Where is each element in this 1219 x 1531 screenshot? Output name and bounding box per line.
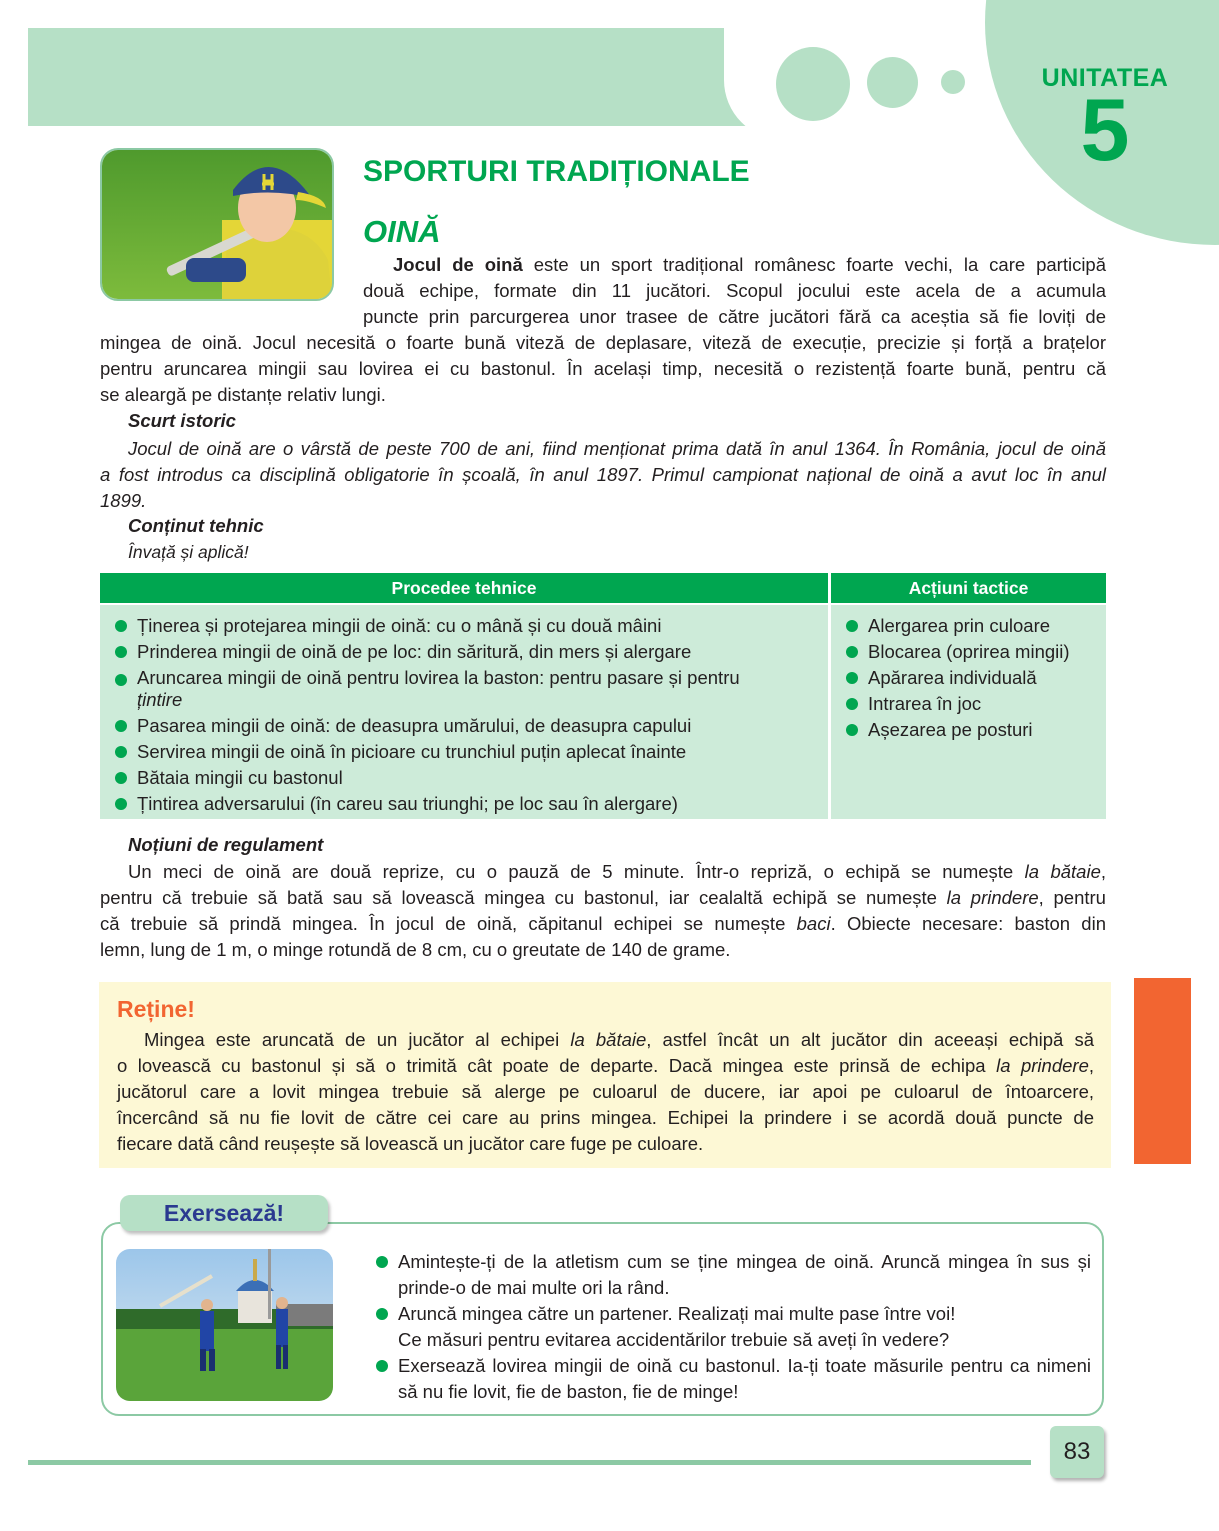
list-item: Intrarea în joc <box>841 691 1103 717</box>
list-item: Aruncarea mingii de oină pentru lovirea la baston: pentru pasare și pentru țintire <box>110 667 822 711</box>
list-item: Ținerea și protejarea mingii de oină: cu o mână și cu două mâini <box>110 613 822 639</box>
photo-oina-match <box>116 1249 333 1401</box>
exerseaza-label: Exersează! <box>120 1195 328 1231</box>
list-item: Bătaia mingii cu bastonul <box>110 765 822 791</box>
regulament-heading: Noțiuni de regulament <box>128 834 324 855</box>
retine-line-3: jucătorul care a lovit mingea trebuie să alerge pe culoarul de ducere, iar apoi pe culoarul de întoarcere, <box>117 1081 1094 1102</box>
list-item: Apărarea individuală <box>841 665 1103 691</box>
list-item: Așezarea pe posturi <box>841 717 1103 743</box>
orange-side-tab <box>1134 978 1191 1164</box>
page-number: 83 <box>1050 1426 1104 1478</box>
retine-line-1: Mingea este aruncată de un jucător al echipei la bătaie, astfel încât un alt jucător din aceeași echipă să <box>144 1029 1095 1050</box>
list-item: Țintirea adversarului (în careu sau triunghi; pe loc sau în alergare) <box>110 791 822 817</box>
decor-circle-large <box>776 47 850 121</box>
retine-title: Reține! <box>117 996 195 1022</box>
reg-line-2: pentru că trebuie să bată sau să lovească mingea cu bastonul, iar cealaltă echipă se numește la prindere, pentru <box>100 887 1106 908</box>
footer-rule <box>28 1460 1031 1465</box>
retine-paragraph <box>117 1027 1094 1157</box>
decor-circle-medium <box>867 57 918 108</box>
intro-line-2: două echipe, formate din 11 jucători. Scopul jocului este acela de a acumula <box>363 280 1106 301</box>
istoric-line-1: Jocul de oină are o vârstă de peste 700 de ani, fiind menționat prima dată în anul 1364. În România, jocul de oină <box>128 438 1106 459</box>
intro-line-4: mingea de oină. Jocul necesită o foarte bună viteză de deplasare, viteză de execuție, precizie și forță a brațelor <box>100 332 1106 353</box>
list-item: Aruncă mingea către un partener. Realizați mai multe pase între voi! Ce măsuri pentru evitarea accidentărilor trebuie să aveți în vedere? <box>371 1301 1091 1353</box>
section-title: OINĂ <box>363 214 441 249</box>
list-item: Exersează lovirea mingii de oină cu bastonul. Ia-ți toate măsurile pentru ca nimeni să nu fie lovit, fie de baston, fie de minge! <box>371 1353 1091 1405</box>
table-cell-actiuni <box>831 605 1106 819</box>
page-title: SPORTURI TRADIȚIONALE <box>363 155 750 188</box>
reg-line-4: lemn, lung de 1 m, o minge rotundă de 8 cm, cu o greutate de 140 de grame. <box>100 939 731 960</box>
table-cell-procedee <box>100 605 828 819</box>
table-header-actiuni: Acțiuni tactice <box>831 573 1106 603</box>
list-item: Alergarea prin culoare <box>841 613 1103 639</box>
reg-line-3: că trebuie să prindă mingea. În jocul de oină, căpitanul echipei se numește baci. Obiecte necesare: baston din <box>100 913 1106 934</box>
reg-line-1: Un meci de oină are două reprize, cu o pauză de 5 minute. Într-o repriză, o echipă se numește la bătaie, <box>128 861 1106 882</box>
intro-lead-bold: Jocul de oină <box>393 254 523 275</box>
list-item: Pasarea mingii de oină: de deasupra umărului, de deasupra capului <box>110 713 822 739</box>
procedee-list <box>110 613 822 817</box>
header-band <box>28 28 788 126</box>
retine-line-4: încercând să nu fie lovit de către cei care au prins mingea. Echipei la prindere i se acordă două puncte de <box>117 1107 1094 1128</box>
unit-number: 5 <box>1080 80 1130 179</box>
intro-line-3: puncte prin parcurgerea unor trasee de către jucători fără ca aceștia să fie loviți de <box>363 306 1106 327</box>
istoric-line-2: a fost introdus ca disciplină obligatorie în școală, în anul 1897. Primul campionat național de oină a avut loc în anul <box>100 464 1106 485</box>
intro-line-1: Jocul de oină este un sport tradițional românesc foarte vechi, la care participă <box>393 254 1107 275</box>
tehnic-heading: Conținut tehnic <box>128 515 264 536</box>
istoric-line-3: 1899. <box>100 490 147 511</box>
unit-label: UNITATEA <box>1041 64 1169 92</box>
intro-line-6: se aleargă pe distanțe relativ lungi. <box>100 384 386 405</box>
istoric-heading: Scurt istoric <box>128 410 236 431</box>
retine-line-2: o lovească cu bastonul și să o trimită cât poate de departe. Dacă mingea este prinsă de echipa la prindere, <box>117 1055 1094 1076</box>
decor-circle-small <box>941 70 965 94</box>
intro-paragraph <box>100 252 1106 408</box>
retine-line-5: fiecare dată când reușește să lovească un jucător care fuge pe culoare. <box>117 1133 704 1154</box>
actiuni-list <box>841 613 1103 743</box>
list-item: Servirea mingii de oină în picioare cu trunchiul puțin aplecat înainte <box>110 739 822 765</box>
list-item: Amintește-ți de la atletism cum se ține mingea de oină. Aruncă mingea în sus și prinde-o de mai multe ori la rând. <box>371 1249 1091 1301</box>
technique-table <box>100 573 1106 819</box>
istoric-paragraph <box>100 436 1106 514</box>
intro-line-5: pentru aruncarea mingii sau lovirea ei cu bastonul. În același timp, necesită o rezistență foarte bună, pentru că <box>100 358 1106 379</box>
exerseaza-list <box>371 1249 1091 1405</box>
list-item: Blocarea (oprirea mingii) <box>841 639 1103 665</box>
table-header-procedee: Procedee tehnice <box>100 573 828 603</box>
tehnic-subheading: Învață și aplică! <box>128 542 249 562</box>
regulament-paragraph <box>100 859 1106 963</box>
list-item: Prinderea mingii de oină de pe loc: din săritură, din mers și alergare <box>110 639 822 665</box>
